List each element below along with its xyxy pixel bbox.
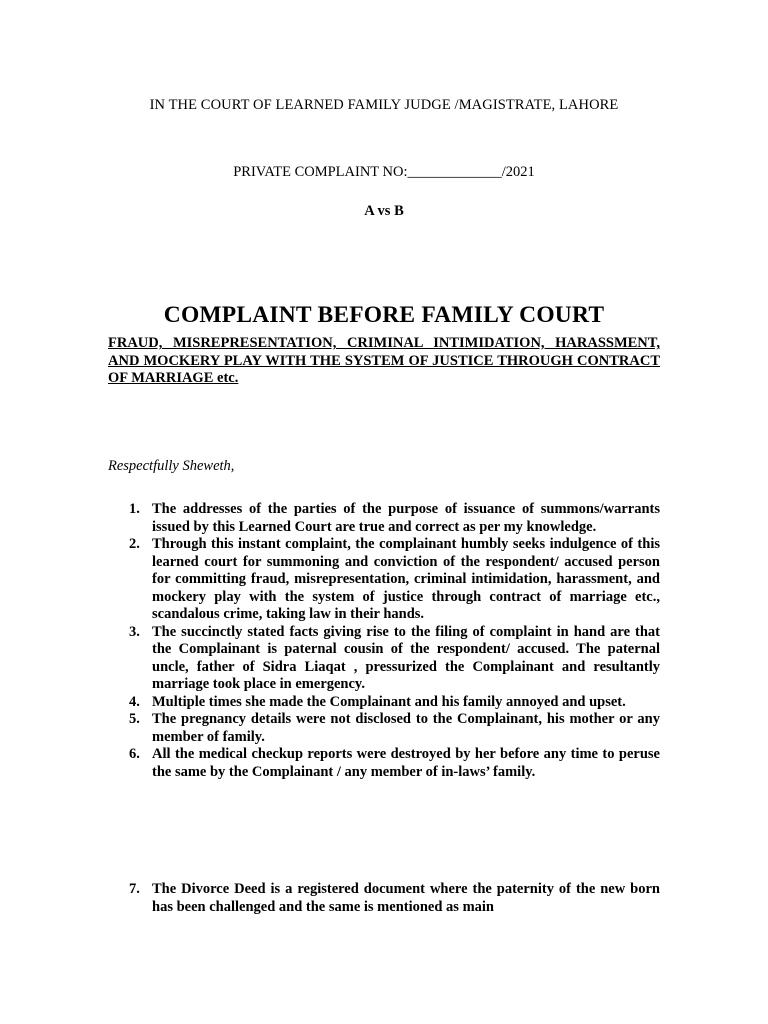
item-number: 1. [129, 501, 140, 517]
item-text: The Divorce Deed is a registered document where the paternity of the new born has been challenged and the same is mentioned as main [152, 881, 660, 915]
item-number: 5. [129, 711, 140, 727]
salutation: Respectfully Sheweth, [108, 458, 235, 474]
item-number: 6. [129, 746, 140, 762]
complaint-items-list [108, 501, 660, 781]
list-item [108, 746, 660, 781]
list-item [108, 536, 660, 624]
list-item [108, 694, 660, 712]
item-number: 2. [129, 536, 140, 552]
item-text: Through this instant complaint, the complainant humbly seeks indulgence of this learned court for summoning and conviction of the respondent/ accused person for committing fraud, misrepresentation, criminal intimidation, harassment, and mockery play with the system of justice through contract of marriage etc., scandalous crime, taking law in their hands. [152, 536, 660, 622]
item-text: All the medical checkup reports were destroyed by her before any time to peruse the same by the Complainant / any member of in-laws’ family. [152, 746, 660, 780]
item-text: The addresses of the parties of the purpose of issuance of summons/warrants issued by this Learned Court are true and correct as per my knowledge. [152, 501, 660, 535]
item-number: 3. [129, 623, 140, 640]
document-title: COMPLAINT BEFORE FAMILY COURT [163, 302, 605, 328]
case-parties: A vs B [364, 203, 404, 219]
item-text: The pregnancy details were not disclosed to the Complainant, his mother or any member of family. [152, 711, 660, 745]
item-text: Multiple times she made the Complainant and his family annoyed and upset. [152, 693, 626, 710]
list-item [108, 624, 660, 694]
list-item [108, 881, 660, 916]
complaint-number: PRIVATE COMPLAINT NO:_____________/2021 [233, 164, 535, 180]
list-item [108, 711, 660, 746]
item-number: 7. [129, 881, 140, 897]
item-text: The succinctly stated facts giving rise to the filing of complaint in hand are that the Complainant is paternal cousin of the respondent/ accused. The paternal uncle, father of Sidra Liaqat , pressurized the Complainant and resultantly marriage took place in emergency. [152, 623, 660, 692]
court-heading: IN THE COURT OF LEARNED FAMILY JUDGE /MAGISTRATE, LAHORE [149, 97, 619, 113]
item-number: 4. [129, 693, 140, 710]
complaint-subject: FRAUD, MISREPRESENTATION, CRIMINAL INTIMIDATION, HARASSMENT, AND MOCKERY PLAY WITH THE SYSTEM OF JUSTICE THROUGH CONTRACT OF MARRIAGE etc. [108, 335, 660, 386]
list-item [108, 501, 660, 536]
complaint-items-list-continued [108, 881, 660, 916]
